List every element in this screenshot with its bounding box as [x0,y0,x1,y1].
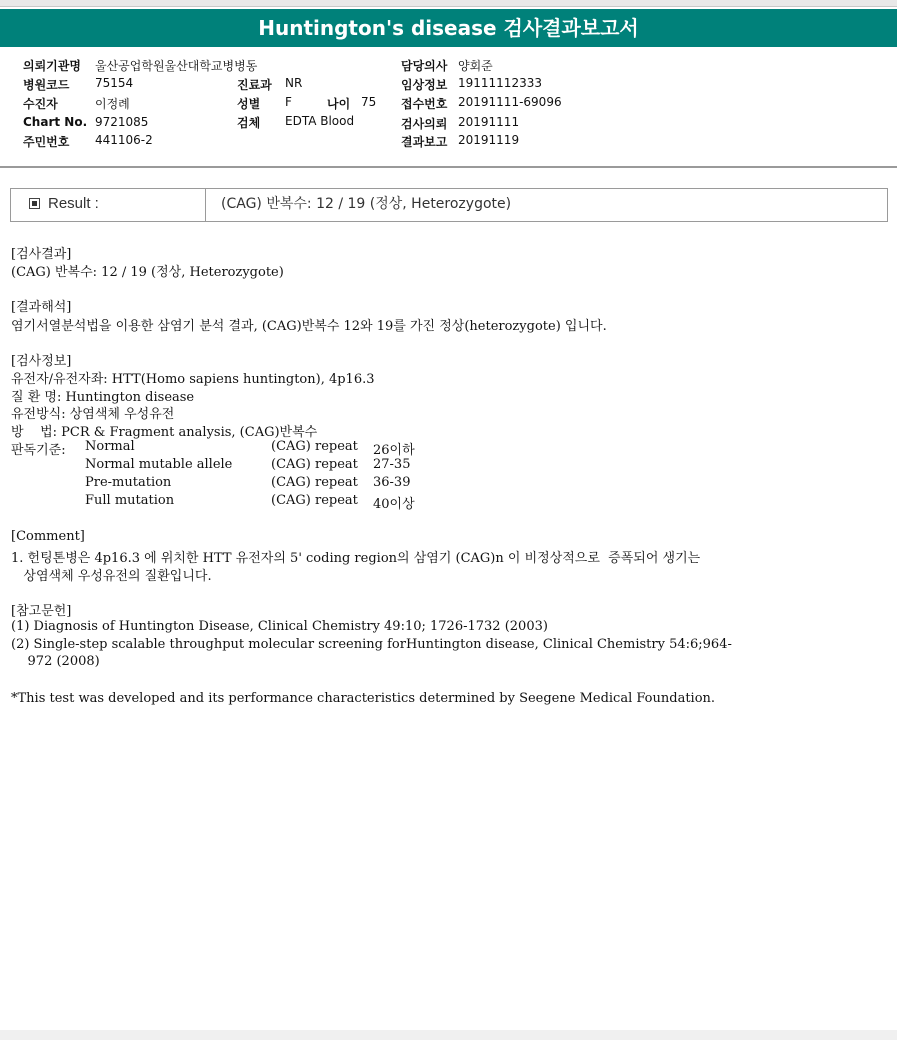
criteria-label: 판독기준: [11,443,66,458]
criteria-repeat: (CAG) repeat [271,439,358,454]
comment-heading: [Comment] [11,529,85,544]
request-label: 검사의뢰 [401,117,448,131]
institution-value: 울산공업학원울산대학교병병동 [95,59,258,73]
result-text: (CAG) 반복수: 12 / 19 (정상, Heterozygote) [11,265,284,280]
report-date-value: 20191119 [458,133,520,147]
criteria-name: Normal [85,439,135,454]
dept-value: NR [285,76,303,90]
specimen-label: 검체 [237,116,261,130]
request-value: 20191111 [458,115,520,129]
info-heading: [검사정보] [11,354,72,369]
info-inheritance: 유전방식: 상염색체 우성유전 [11,407,175,422]
collector-value: 이정례 [95,97,130,111]
receipt-value: 20191111-69096 [458,95,562,109]
criteria-name: Normal mutable allele [85,457,233,472]
age-value: 75 [361,95,377,109]
references-heading: [참고문헌] [11,604,72,619]
criteria-name: Full mutation [85,493,175,508]
result-summary-box [10,188,888,222]
chart-label: Chart No. [23,115,88,129]
criteria-range: 40이상 [373,497,415,512]
reference-2: (2) Single-step scalable throughput molecular screening forHuntington disease, Clinical Chemistry 54:6;964- [11,637,732,652]
clinical-value: 19111112333 [458,76,542,90]
sex-label: 성별 [237,97,261,111]
info-gene: 유전자/유전자좌: HTT(Homo sapiens huntington), 4p16.3 [11,372,375,387]
info-disease: 질 환 명: Huntington disease [11,390,195,405]
age-label: 나이 [327,97,351,111]
collector-label: 수진자 [23,97,58,111]
criteria-name: Pre-mutation [85,475,172,490]
institution-label: 의뢰기관명 [23,59,81,73]
criteria-range: 26이하 [373,443,415,458]
criteria-range: 27-35 [373,457,411,472]
id-label: 주민번호 [23,135,70,149]
receipt-label: 접수번호 [401,97,448,111]
criteria-range: 36-39 [373,475,411,490]
interpretation-text: 염기서열분석법을 이용한 삼염기 분석 결과, (CAG)반복수 12와 19를 가진 정상(heterozygote) 입니다. [11,319,607,334]
doctor-label: 담당의사 [401,59,448,73]
patient-info-header [0,48,897,168]
top-border [0,0,897,7]
doctor-value: 양회준 [458,59,493,73]
hospital-code-value: 75154 [95,76,134,90]
interpretation-heading: [결과해석] [11,300,72,315]
checkbox-icon [29,198,40,209]
footnote: *This test was developed and its performance characteristics determined by Seegene Medical Foundation. [11,691,716,706]
criteria-repeat: (CAG) repeat [271,475,358,490]
reference-1: (1) Diagnosis of Huntington Disease, Clinical Chemistry 49:10; 1726-1732 (2003) [11,619,548,634]
clinical-label: 임상정보 [401,78,448,92]
info-method: 방 법: PCR & Fragment analysis, (CAG)반복수 [11,425,318,440]
result-label: Result : [48,195,99,212]
hospital-code-label: 병원코드 [23,78,70,92]
report-date-label: 결과보고 [401,135,448,149]
dept-label: 진료과 [237,78,272,92]
comment-line-1: 1. 헌팅톤병은 4p16.3 에 위치한 HTT 유전자의 5' coding region의 삼염기 (CAG)n 이 비정상적으로 증폭되어 생기는 [11,551,701,566]
sex-value: F [285,95,292,109]
result-label-cell [11,189,206,221]
result-heading: [검사결과] [11,247,72,262]
criteria-repeat: (CAG) repeat [271,493,358,508]
specimen-value: EDTA Blood [285,114,355,128]
criteria-repeat: (CAG) repeat [271,457,358,472]
reference-2-cont: 972 (2008) [11,654,100,669]
comment-line-2: 상염색체 우성유전의 질환입니다. [11,569,212,584]
result-value: (CAG) 반복수: 12 / 19 (정상, Heterozygote) [221,196,512,212]
chart-value: 9721085 [95,115,149,129]
report-title: Huntington's disease 검사결과보고서 [0,9,897,47]
id-value: 441106-2 [95,133,153,147]
